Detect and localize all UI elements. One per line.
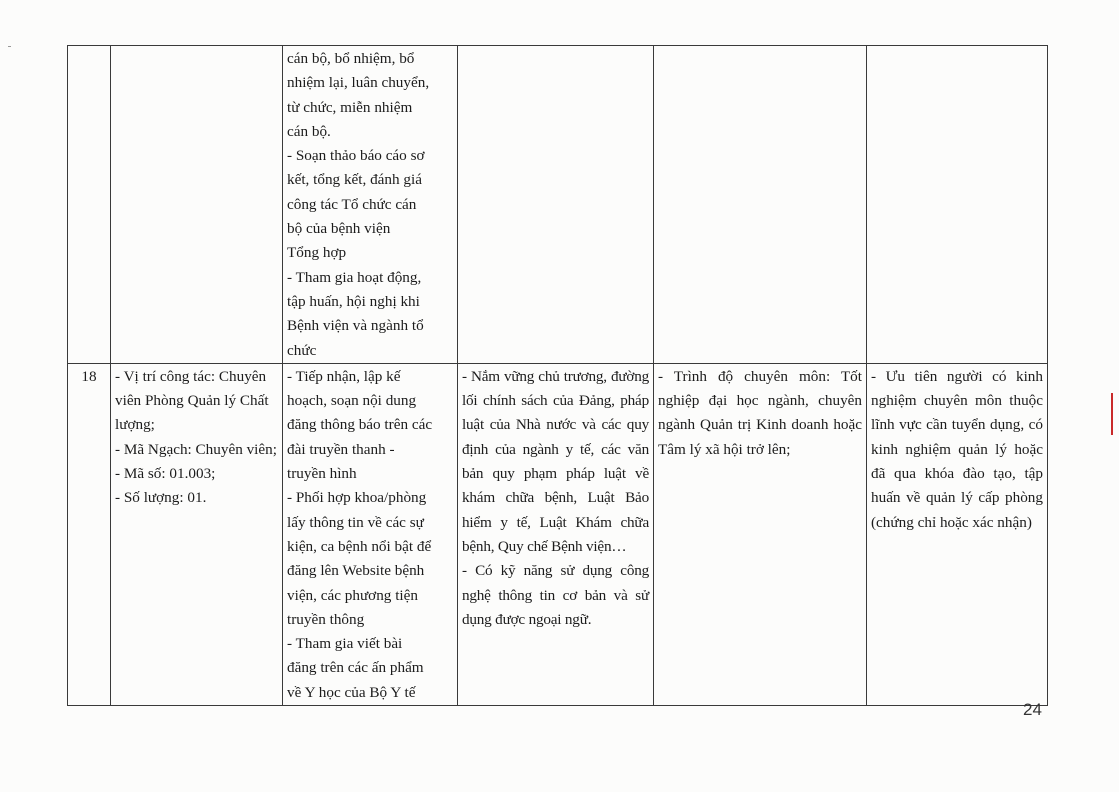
text-line: từ chức, miễn nhiệm <box>287 98 413 116</box>
cell-stt-empty <box>68 46 111 364</box>
text-line: viện, các phương tiện <box>287 586 418 604</box>
text-line: đài truyền thanh - <box>287 440 395 458</box>
scan-speck <box>8 46 11 47</box>
cell-knowledge <box>458 363 654 705</box>
text-line: - Tham gia viết bài <box>287 635 403 653</box>
scan-edge-mark <box>1111 393 1113 435</box>
cell-knowledge-empty <box>458 46 654 364</box>
code-line: - Mã số: 01.003; <box>115 465 216 483</box>
page-number: 24 <box>1023 700 1042 719</box>
text-line: - Soạn thảo báo cáo sơ <box>287 147 425 165</box>
text-line: đăng thông báo trên các <box>287 416 433 434</box>
text-line: - Phối hợp khoa/phòng <box>287 489 427 507</box>
text-line: đăng lên Website bệnh <box>287 562 425 580</box>
text-line: đăng trên các ấn phẩm <box>287 659 424 677</box>
text-line: cán bộ, bổ nhiệm, bổ <box>287 50 415 67</box>
text-line: Bệnh viện và ngành tổ <box>287 317 424 335</box>
text-line: lấy thông tin về các sự <box>287 513 424 531</box>
text-line: chức <box>287 341 317 359</box>
cell-stt: 18 <box>68 363 111 705</box>
position-line: - Vị trí công tác: Chuyên viên Phòng Quản lý Chất lượng; <box>115 367 269 434</box>
grade-line: - Mã Ngạch: Chuyên viên; <box>115 440 277 458</box>
text-line: truyền hình <box>287 465 357 483</box>
cell-duties-continued <box>283 46 458 364</box>
text-line: kiện, ca bệnh nổi bật để <box>287 537 432 555</box>
text-line: - Tiếp nhận, lập kế <box>287 367 401 385</box>
priority-text: - Ưu tiên người có kinh nghiệm chuyên môn thuộc lĩnh vực cần tuyển dụng, có kinh nghiệm quản lý hoặc đã qua khóa đào tạo, tập huấn về quản lý cấp phòng (chứng chỉ hoặc xác nhận) <box>871 367 1043 531</box>
qualification-text: - Trình độ chuyên môn: Tốt nghiệp đại học ngành, chuyên ngành Quản trị Kinh doanh hoặc Tâm lý xã hội trở lên; <box>658 367 862 458</box>
cell-qualification <box>654 363 867 705</box>
text-line: kết, tổng kết, đánh giá <box>287 171 422 189</box>
text-line: nhiệm lại, luân chuyển, <box>287 74 430 92</box>
text-line: công tác Tổ chức cán <box>287 195 417 213</box>
cell-position-empty <box>111 46 283 364</box>
cell-priority <box>867 363 1048 705</box>
skills-paragraph: - Có kỹ năng sử dụng công nghệ thông tin cơ bản và sử dụng được ngoại ngữ. <box>462 562 649 628</box>
text-line: tập huấn, hội nghị khi <box>287 292 420 310</box>
quantity-line: - Số lượng: 01. <box>115 489 207 507</box>
text-line: - Tham gia hoạt động, <box>287 268 422 286</box>
text-line: cán bộ. <box>287 122 331 140</box>
table-row-18 <box>68 363 1048 705</box>
text-line: về Y học của Bộ Y tế <box>287 683 416 701</box>
knowledge-paragraph: - Nắm vững chủ trương, đường lối chính sách của Đảng, pháp luật của Nhà nước và các quy định của ngành y tế, các văn bản quy phạm pháp luật về khám chữa bệnh, Luật Bảo hiểm y tế, Luật Khám chữa bệnh, Quy chế Bệnh viện… <box>462 367 649 555</box>
text-line: Tổng hợp <box>287 244 347 262</box>
recruitment-table <box>67 45 1048 706</box>
table-row-continued <box>68 46 1048 364</box>
cell-duties <box>283 363 458 705</box>
cell-qualification-empty <box>654 46 867 364</box>
cell-position <box>111 363 283 705</box>
cell-priority-empty <box>867 46 1048 364</box>
text-line: truyền thông <box>287 610 365 628</box>
text-line: bộ của bệnh viện <box>287 220 391 238</box>
text-line: hoạch, soạn nội dung <box>287 392 417 410</box>
